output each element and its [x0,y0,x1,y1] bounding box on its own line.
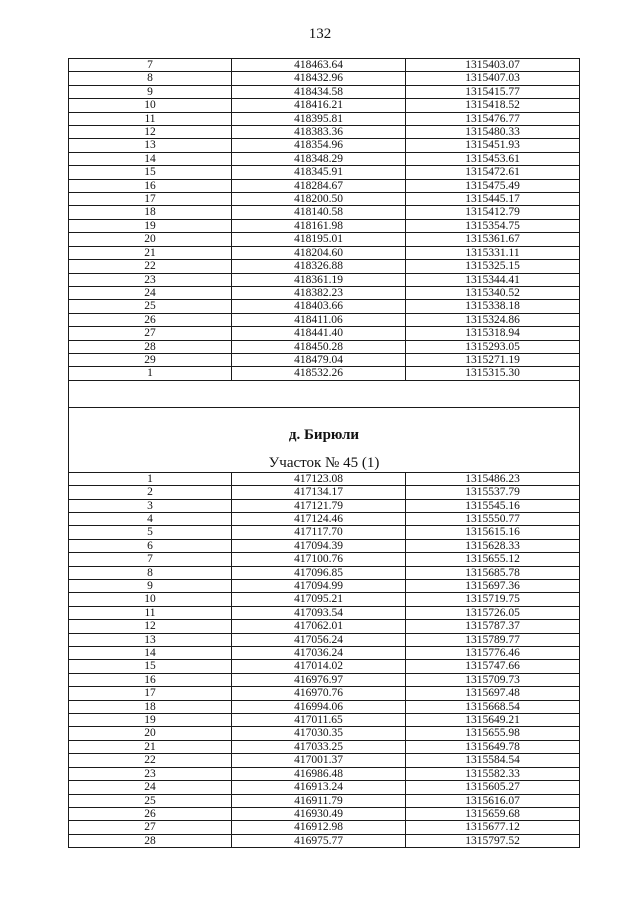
x-coordinate-cell: 417124.46 [232,512,406,525]
coordinates-table-container [68,58,579,848]
y-coordinate-cell: 1315719.75 [406,593,580,606]
point-number-cell: 10 [69,593,232,606]
x-coordinate-cell: 418204.60 [232,246,406,259]
y-coordinate-cell: 1315628.33 [406,539,580,552]
x-coordinate-cell: 418411.06 [232,313,406,326]
x-coordinate-cell: 418416.21 [232,99,406,112]
table-row [69,754,580,767]
y-coordinate-cell: 1315415.77 [406,85,580,98]
point-number-cell: 25 [69,300,232,313]
point-number-cell: 20 [69,727,232,740]
y-coordinate-cell: 1315472.61 [406,166,580,179]
y-coordinate-cell: 1315659.68 [406,807,580,820]
y-coordinate-cell: 1315354.75 [406,219,580,232]
x-coordinate-cell: 416913.24 [232,781,406,794]
point-number-cell: 12 [69,126,232,139]
x-coordinate-cell: 418395.81 [232,112,406,125]
table-row [69,367,580,380]
table-row [69,179,580,192]
table-row [69,512,580,525]
section-heading-row [69,446,580,473]
table-row [69,85,580,98]
village-heading: д. Бирюли [69,407,580,446]
x-coordinate-cell: 418284.67 [232,179,406,192]
x-coordinate-cell: 418479.04 [232,353,406,366]
point-number-cell: 7 [69,553,232,566]
x-coordinate-cell: 416975.77 [232,834,406,847]
point-number-cell: 16 [69,179,232,192]
x-coordinate-cell: 417014.02 [232,660,406,673]
table-row [69,727,580,740]
y-coordinate-cell: 1315697.48 [406,687,580,700]
x-coordinate-cell: 418200.50 [232,193,406,206]
table-row [69,781,580,794]
table-row [69,807,580,820]
x-coordinate-cell: 416930.49 [232,807,406,820]
table-row [69,740,580,753]
table-row [69,300,580,313]
table-row [69,273,580,286]
y-coordinate-cell: 1315584.54 [406,754,580,767]
y-coordinate-cell: 1315403.07 [406,59,580,72]
x-coordinate-cell: 416911.79 [232,794,406,807]
x-coordinate-cell: 417094.99 [232,580,406,593]
table-row [69,112,580,125]
x-coordinate-cell: 417030.35 [232,727,406,740]
table-row [69,353,580,366]
y-coordinate-cell: 1315605.27 [406,781,580,794]
y-coordinate-cell: 1315407.03 [406,72,580,85]
table-row [69,72,580,85]
y-coordinate-cell: 1315486.23 [406,472,580,485]
point-number-cell: 26 [69,807,232,820]
y-coordinate-cell: 1315697.36 [406,580,580,593]
table-row [69,647,580,660]
x-coordinate-cell: 418354.96 [232,139,406,152]
point-number-cell: 21 [69,740,232,753]
table-row [69,219,580,232]
y-coordinate-cell: 1315726.05 [406,606,580,619]
point-number-cell: 28 [69,834,232,847]
point-number-cell: 24 [69,781,232,794]
y-coordinate-cell: 1315709.73 [406,673,580,686]
y-coordinate-cell: 1315318.94 [406,327,580,340]
y-coordinate-cell: 1315325.15 [406,260,580,273]
point-number-cell: 5 [69,526,232,539]
table-row [69,193,580,206]
y-coordinate-cell: 1315340.52 [406,286,580,299]
table-row [69,633,580,646]
x-coordinate-cell: 417033.25 [232,740,406,753]
x-coordinate-cell: 416986.48 [232,767,406,780]
table-row [69,526,580,539]
x-coordinate-cell: 418326.88 [232,260,406,273]
x-coordinate-cell: 417062.01 [232,620,406,633]
point-number-cell: 9 [69,85,232,98]
x-coordinate-cell: 418345.91 [232,166,406,179]
table-row [69,539,580,552]
table-row [69,566,580,579]
point-number-cell: 22 [69,754,232,767]
table-row [69,327,580,340]
point-number-cell: 17 [69,193,232,206]
table-row [69,233,580,246]
point-number-cell: 28 [69,340,232,353]
y-coordinate-cell: 1315338.18 [406,300,580,313]
table-row [69,821,580,834]
point-number-cell: 22 [69,260,232,273]
x-coordinate-cell: 417001.37 [232,754,406,767]
x-coordinate-cell: 417117.70 [232,526,406,539]
table-row [69,687,580,700]
point-number-cell: 27 [69,327,232,340]
x-coordinate-cell: 418450.28 [232,340,406,353]
y-coordinate-cell: 1315616.07 [406,794,580,807]
point-number-cell: 23 [69,273,232,286]
x-coordinate-cell: 418195.01 [232,233,406,246]
x-coordinate-cell: 418361.19 [232,273,406,286]
spacer-cell [69,380,580,407]
x-coordinate-cell: 417093.54 [232,606,406,619]
y-coordinate-cell: 1315418.52 [406,99,580,112]
table-row [69,660,580,673]
point-number-cell: 27 [69,821,232,834]
x-coordinate-cell: 416970.76 [232,687,406,700]
x-coordinate-cell: 417056.24 [232,633,406,646]
point-number-cell: 6 [69,539,232,552]
table-row [69,580,580,593]
point-number-cell: 20 [69,233,232,246]
table-row [69,620,580,633]
point-number-cell: 29 [69,353,232,366]
table-row [69,606,580,619]
y-coordinate-cell: 1315331.11 [406,246,580,259]
point-number-cell: 15 [69,660,232,673]
x-coordinate-cell: 417100.76 [232,553,406,566]
x-coordinate-cell: 418161.98 [232,219,406,232]
x-coordinate-cell: 417134.17 [232,486,406,499]
x-coordinate-cell: 418348.29 [232,152,406,165]
first-block-rows [69,59,580,381]
y-coordinate-cell: 1315655.98 [406,727,580,740]
table-row [69,313,580,326]
x-coordinate-cell: 418532.26 [232,367,406,380]
point-number-cell: 10 [69,99,232,112]
x-coordinate-cell: 416976.97 [232,673,406,686]
y-coordinate-cell: 1315797.52 [406,834,580,847]
y-coordinate-cell: 1315271.19 [406,353,580,366]
point-number-cell: 14 [69,647,232,660]
section-heading: Участок № 45 (1) [69,446,580,473]
y-coordinate-cell: 1315480.33 [406,126,580,139]
point-number-cell: 13 [69,139,232,152]
table-row [69,472,580,485]
x-coordinate-cell: 418382.23 [232,286,406,299]
y-coordinate-cell: 1315655.12 [406,553,580,566]
y-coordinate-cell: 1315615.16 [406,526,580,539]
y-coordinate-cell: 1315445.17 [406,193,580,206]
y-coordinate-cell: 1315582.33 [406,767,580,780]
table-row [69,139,580,152]
x-coordinate-cell: 416912.98 [232,821,406,834]
point-number-cell: 26 [69,313,232,326]
point-number-cell: 8 [69,72,232,85]
y-coordinate-cell: 1315476.77 [406,112,580,125]
point-number-cell: 24 [69,286,232,299]
point-number-cell: 9 [69,580,232,593]
point-number-cell: 19 [69,714,232,727]
y-coordinate-cell: 1315668.54 [406,700,580,713]
spacer-row [69,380,580,407]
point-number-cell: 18 [69,700,232,713]
point-number-cell: 21 [69,246,232,259]
x-coordinate-cell: 418434.58 [232,85,406,98]
table-row [69,152,580,165]
y-coordinate-cell: 1315453.61 [406,152,580,165]
y-coordinate-cell: 1315412.79 [406,206,580,219]
table-row [69,246,580,259]
second-block-rows [69,472,580,847]
table-row [69,673,580,686]
table-row [69,340,580,353]
village-heading-row [69,407,580,446]
table-row [69,499,580,512]
x-coordinate-cell: 416994.06 [232,700,406,713]
x-coordinate-cell: 417123.08 [232,472,406,485]
x-coordinate-cell: 418463.64 [232,59,406,72]
y-coordinate-cell: 1315649.78 [406,740,580,753]
x-coordinate-cell: 418403.66 [232,300,406,313]
x-coordinate-cell: 417096.85 [232,566,406,579]
point-number-cell: 8 [69,566,232,579]
y-coordinate-cell: 1315550.77 [406,512,580,525]
point-number-cell: 17 [69,687,232,700]
y-coordinate-cell: 1315747.66 [406,660,580,673]
x-coordinate-cell: 417011.65 [232,714,406,727]
y-coordinate-cell: 1315475.49 [406,179,580,192]
table-row [69,486,580,499]
point-number-cell: 1 [69,472,232,485]
y-coordinate-cell: 1315545.16 [406,499,580,512]
x-coordinate-cell: 418383.36 [232,126,406,139]
y-coordinate-cell: 1315451.93 [406,139,580,152]
table-row [69,767,580,780]
y-coordinate-cell: 1315649.21 [406,714,580,727]
point-number-cell: 7 [69,59,232,72]
y-coordinate-cell: 1315293.05 [406,340,580,353]
point-number-cell: 16 [69,673,232,686]
x-coordinate-cell: 417094.39 [232,539,406,552]
y-coordinate-cell: 1315776.46 [406,647,580,660]
y-coordinate-cell: 1315685.78 [406,566,580,579]
y-coordinate-cell: 1315361.67 [406,233,580,246]
heading-block [69,380,580,472]
table-row [69,834,580,847]
point-number-cell: 2 [69,486,232,499]
point-number-cell: 15 [69,166,232,179]
table-row [69,206,580,219]
x-coordinate-cell: 417121.79 [232,499,406,512]
y-coordinate-cell: 1315315.30 [406,367,580,380]
y-coordinate-cell: 1315324.86 [406,313,580,326]
table-row [69,286,580,299]
table-row [69,553,580,566]
table-row [69,593,580,606]
point-number-cell: 11 [69,112,232,125]
point-number-cell: 1 [69,367,232,380]
table-row [69,126,580,139]
table-row [69,260,580,273]
point-number-cell: 3 [69,499,232,512]
point-number-cell: 19 [69,219,232,232]
y-coordinate-cell: 1315789.77 [406,633,580,646]
coordinates-table [68,58,580,848]
point-number-cell: 18 [69,206,232,219]
table-row [69,794,580,807]
table-row [69,99,580,112]
point-number-cell: 4 [69,512,232,525]
point-number-cell: 25 [69,794,232,807]
point-number-cell: 12 [69,620,232,633]
page-number: 132 [308,26,332,42]
table-row [69,166,580,179]
table-row [69,59,580,72]
x-coordinate-cell: 418441.40 [232,327,406,340]
y-coordinate-cell: 1315344.41 [406,273,580,286]
table-row [69,700,580,713]
y-coordinate-cell: 1315677.12 [406,821,580,834]
y-coordinate-cell: 1315787.37 [406,620,580,633]
table-row [69,714,580,727]
x-coordinate-cell: 418140.58 [232,206,406,219]
y-coordinate-cell: 1315537.79 [406,486,580,499]
x-coordinate-cell: 418432.96 [232,72,406,85]
x-coordinate-cell: 417095.21 [232,593,406,606]
point-number-cell: 14 [69,152,232,165]
point-number-cell: 11 [69,606,232,619]
x-coordinate-cell: 417036.24 [232,647,406,660]
point-number-cell: 23 [69,767,232,780]
point-number-cell: 13 [69,633,232,646]
